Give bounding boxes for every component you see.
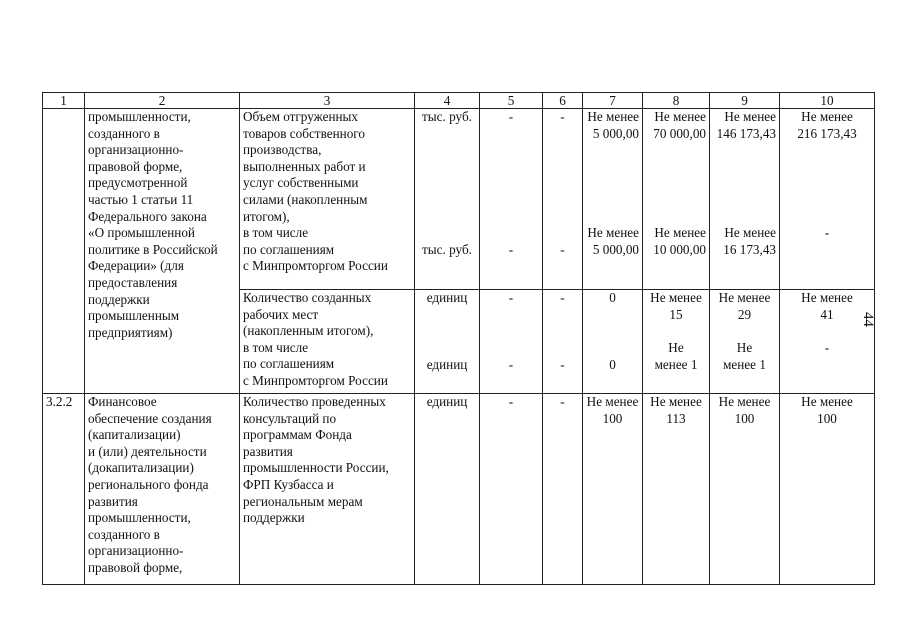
header-cell: 5 <box>480 93 543 109</box>
value: Не менее 16 173,43 <box>723 225 776 257</box>
header-cell: 4 <box>415 93 480 109</box>
value: Не менее 1 <box>654 340 698 372</box>
value: Не менее 5 000,00 <box>587 225 639 257</box>
value-cell <box>710 109 780 290</box>
value: Не менее 10 000,00 <box>653 225 706 257</box>
value: - <box>480 394 543 585</box>
indicator-cell <box>240 290 415 394</box>
value-cell <box>780 290 875 394</box>
header-cell: 7 <box>583 93 643 109</box>
value: Не менее 216 173,43 <box>797 109 857 141</box>
value: Не менее 41 <box>801 290 853 322</box>
header-cell: 1 <box>43 93 85 109</box>
table-row <box>43 394 875 585</box>
indicator-sub-name: по соглашениям с Минпромторгом России <box>243 241 388 274</box>
value: Не менее 100 <box>583 394 643 585</box>
indicator-cell <box>240 109 415 290</box>
unit-sub: тыс. руб. <box>422 241 472 257</box>
header-cell: 6 <box>543 93 583 109</box>
indicator-name: Количество проведенных консультаций по программам Фонда развития промышленности России, ФРП Кузбасса и региональным мерам поддержки <box>240 394 415 585</box>
value: - <box>560 241 565 257</box>
value: Не менее 100 <box>780 394 875 585</box>
value: - <box>508 290 514 305</box>
page-number: 44 <box>860 312 876 327</box>
value: Не менее 100 <box>710 394 780 585</box>
measure-description: Финансовое обеспечение создания (капитализации) и (или) деятельности (докапитализации) регионального фонда развития промышленности, созданного в организационно- правовой форме, <box>85 394 240 585</box>
value: Не менее 29 <box>718 290 771 322</box>
measure-description: промышленности, созданного в организационно- правовой форме, предусмотренной частью 1 статьи 11 Федерального закона «О промышленной политике в Российской Федерации» (для предоставления поддержки промышленным предприятиям) <box>85 109 240 394</box>
unit: единиц <box>415 394 480 585</box>
value-cell <box>583 290 643 394</box>
header-cell: 8 <box>643 93 710 109</box>
row-number <box>43 109 85 394</box>
header-cell: 10 <box>780 93 875 109</box>
value: Не менее 5 000,00 <box>587 109 639 141</box>
value: - <box>824 225 830 241</box>
value-cell <box>543 290 583 394</box>
row-number: 3.2.2 <box>43 394 85 585</box>
value-cell <box>480 109 543 290</box>
indicator-table <box>42 92 875 585</box>
table-row <box>43 109 875 290</box>
value: - <box>508 356 514 372</box>
value: Не менее 146 173,43 <box>716 109 776 141</box>
value: - <box>824 340 830 356</box>
value: - <box>560 109 565 124</box>
indicator-sub-name: по соглашениям с Минпромторгом России <box>243 356 388 388</box>
value: Не менее 15 <box>650 290 702 322</box>
header-cell: 2 <box>85 93 240 109</box>
value-cell <box>643 290 710 394</box>
unit-cell <box>415 109 480 290</box>
value-cell <box>480 290 543 394</box>
value: 0 <box>609 290 616 305</box>
unit: тыс. руб. <box>422 109 472 124</box>
value-cell <box>710 290 780 394</box>
indicator-name: Количество созданных рабочих мест (накопленным итогом), в том числе <box>243 290 374 355</box>
header-row <box>43 93 875 109</box>
header-cell: 3 <box>240 93 415 109</box>
value: - <box>508 109 514 124</box>
value-cell <box>780 109 875 290</box>
unit-sub: единиц <box>426 356 468 372</box>
header-cell: 9 <box>710 93 780 109</box>
unit-cell <box>415 290 480 394</box>
value-cell <box>643 109 710 290</box>
value-cell <box>583 109 643 290</box>
value: - <box>543 394 583 585</box>
value: - <box>508 241 514 257</box>
unit: единиц <box>426 290 468 305</box>
value-cell <box>543 109 583 290</box>
value: Не менее 113 <box>643 394 710 585</box>
value: Не менее 1 <box>723 340 766 372</box>
value: 0 <box>609 356 616 372</box>
value: - <box>560 290 565 305</box>
value: - <box>560 356 565 372</box>
value: Не менее 70 000,00 <box>653 109 706 141</box>
indicator-name: Объем отгруженных товаров собственного производства, выполненных работ и услуг собственными силами (накопленным итогом), в том числе <box>243 109 368 241</box>
